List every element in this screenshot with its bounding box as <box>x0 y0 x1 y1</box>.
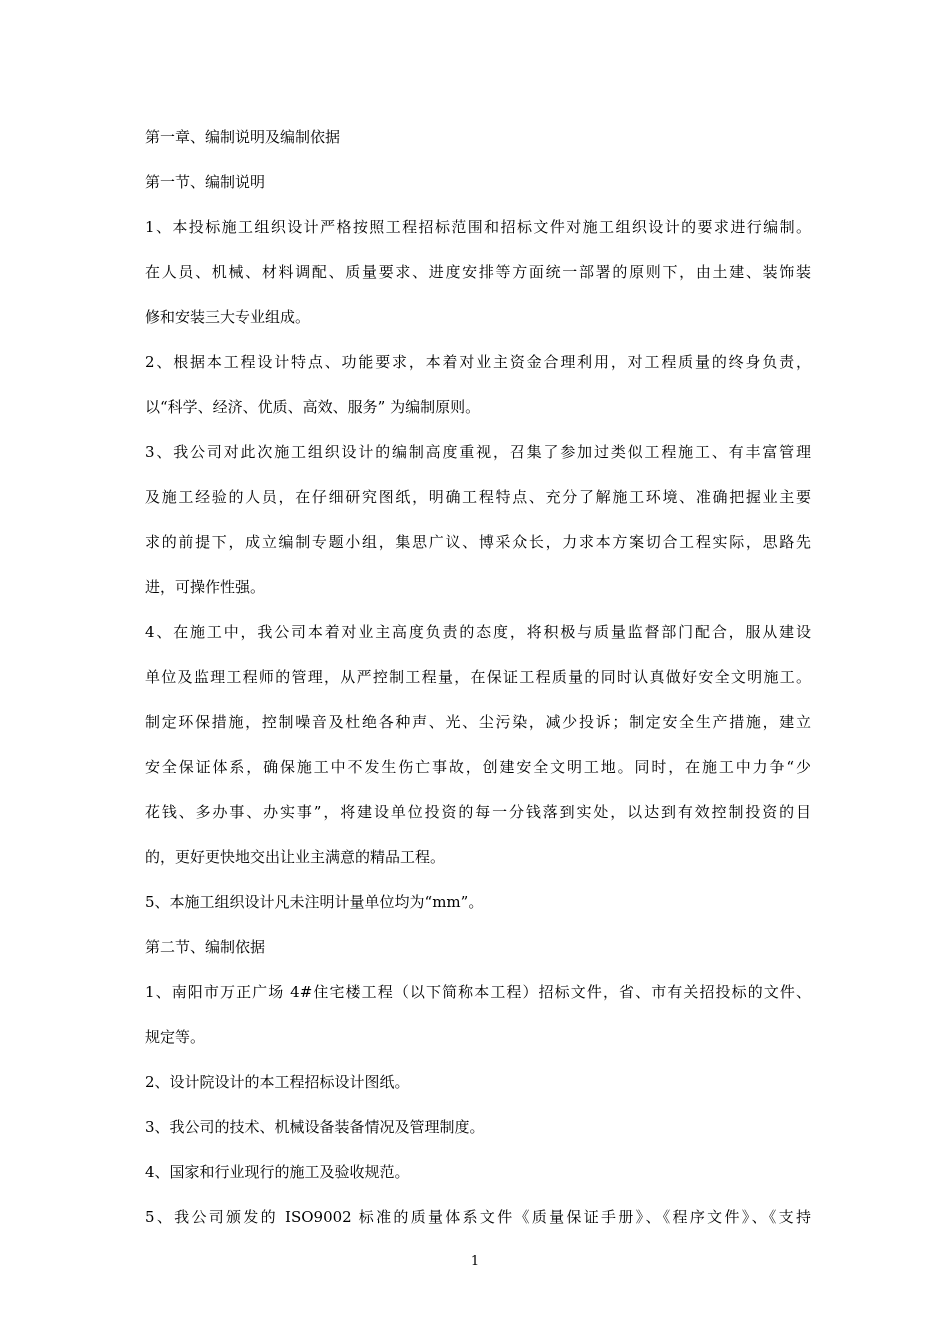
text-line: 3、我公司对此次施工组织设计的编制高度重视，召集了参加过类似工程施工、有丰富管理 <box>145 443 811 461</box>
text-line: 制定环保措施，控制噪音及杜绝各种声、光、尘污染，减少投诉；制定安全生产措施，建立 <box>145 713 811 731</box>
text-line: 2、根据本工程设计特点、功能要求，本着对业主资金合理利用，对工程质量的终身负责， <box>145 353 811 371</box>
text-line: 规定等。 <box>145 1028 206 1046</box>
text-line: 在人员、机械、材料调配、质量要求、进度安排等方面统一部署的原则下，由土建、装饰装 <box>145 263 811 281</box>
text-line: 5、我公司颁发的 ISO9002 标准的质量体系文件《质量保证手册》、《程序文件》、《支持 <box>145 1208 811 1226</box>
text-line: 单位及监理工程师的管理，从严控制工程量，在保证工程质量的同时认真做好安全文明施工。 <box>145 668 811 686</box>
text-line: 安全保证体系，确保施工中不发生伤亡事故，创建安全文明工地。同时，在施工中力争“少 <box>145 758 811 776</box>
text-line: 及施工经验的人员，在仔细研究图纸，明确工程特点、充分了解施工环境、准确把握业主要 <box>145 488 811 506</box>
text-line: 1、南阳市万正广场 4#住宅楼工程（以下简称本工程）招标文件，省、市有关招投标的文件、 <box>145 983 811 1001</box>
text-line: 求的前提下，成立编制专题小组，集思广议、博采众长，力求本方案切合工程实际，思路先 <box>145 533 811 551</box>
text-line: 花钱、多办事、办实事”，将建设单位投资的每一分钱落到实处，以达到有效控制投资的目 <box>145 803 811 821</box>
text-line: 的，更好更快地交出让业主满意的精品工程。 <box>145 848 446 866</box>
text-line: 2、设计院设计的本工程招标设计图纸。 <box>145 1073 410 1091</box>
section-title: 第二节、编制依据 <box>145 938 266 956</box>
chapter-title: 第一章、编制说明及编制依据 <box>145 128 341 146</box>
text-line: 4、在施工中，我公司本着对业主高度负责的态度，将积极与质量监督部门配合，服从建设 <box>145 623 811 641</box>
section-title: 第一节、编制说明 <box>145 173 266 191</box>
text-line: 1、本投标施工组织设计严格按照工程招标范围和招标文件对施工组织设计的要求进行编制。 <box>145 218 811 236</box>
text-line: 进，可操作性强。 <box>145 578 266 596</box>
text-line: 3、我公司的技术、机械设备装备情况及管理制度。 <box>145 1118 485 1136</box>
text-line: 修和安装三大专业组成。 <box>145 308 311 326</box>
document-body <box>145 122 811 1247</box>
text-line: 4、国家和行业现行的施工及验收规范。 <box>145 1163 410 1181</box>
text-line: 以“科学、经济、优质、高效、服务” 为编制原则。 <box>145 398 481 416</box>
text-line: 5、本施工组织设计凡未注明计量单位均为“mm”。 <box>145 893 484 911</box>
page-number: 1 <box>470 1254 480 1269</box>
